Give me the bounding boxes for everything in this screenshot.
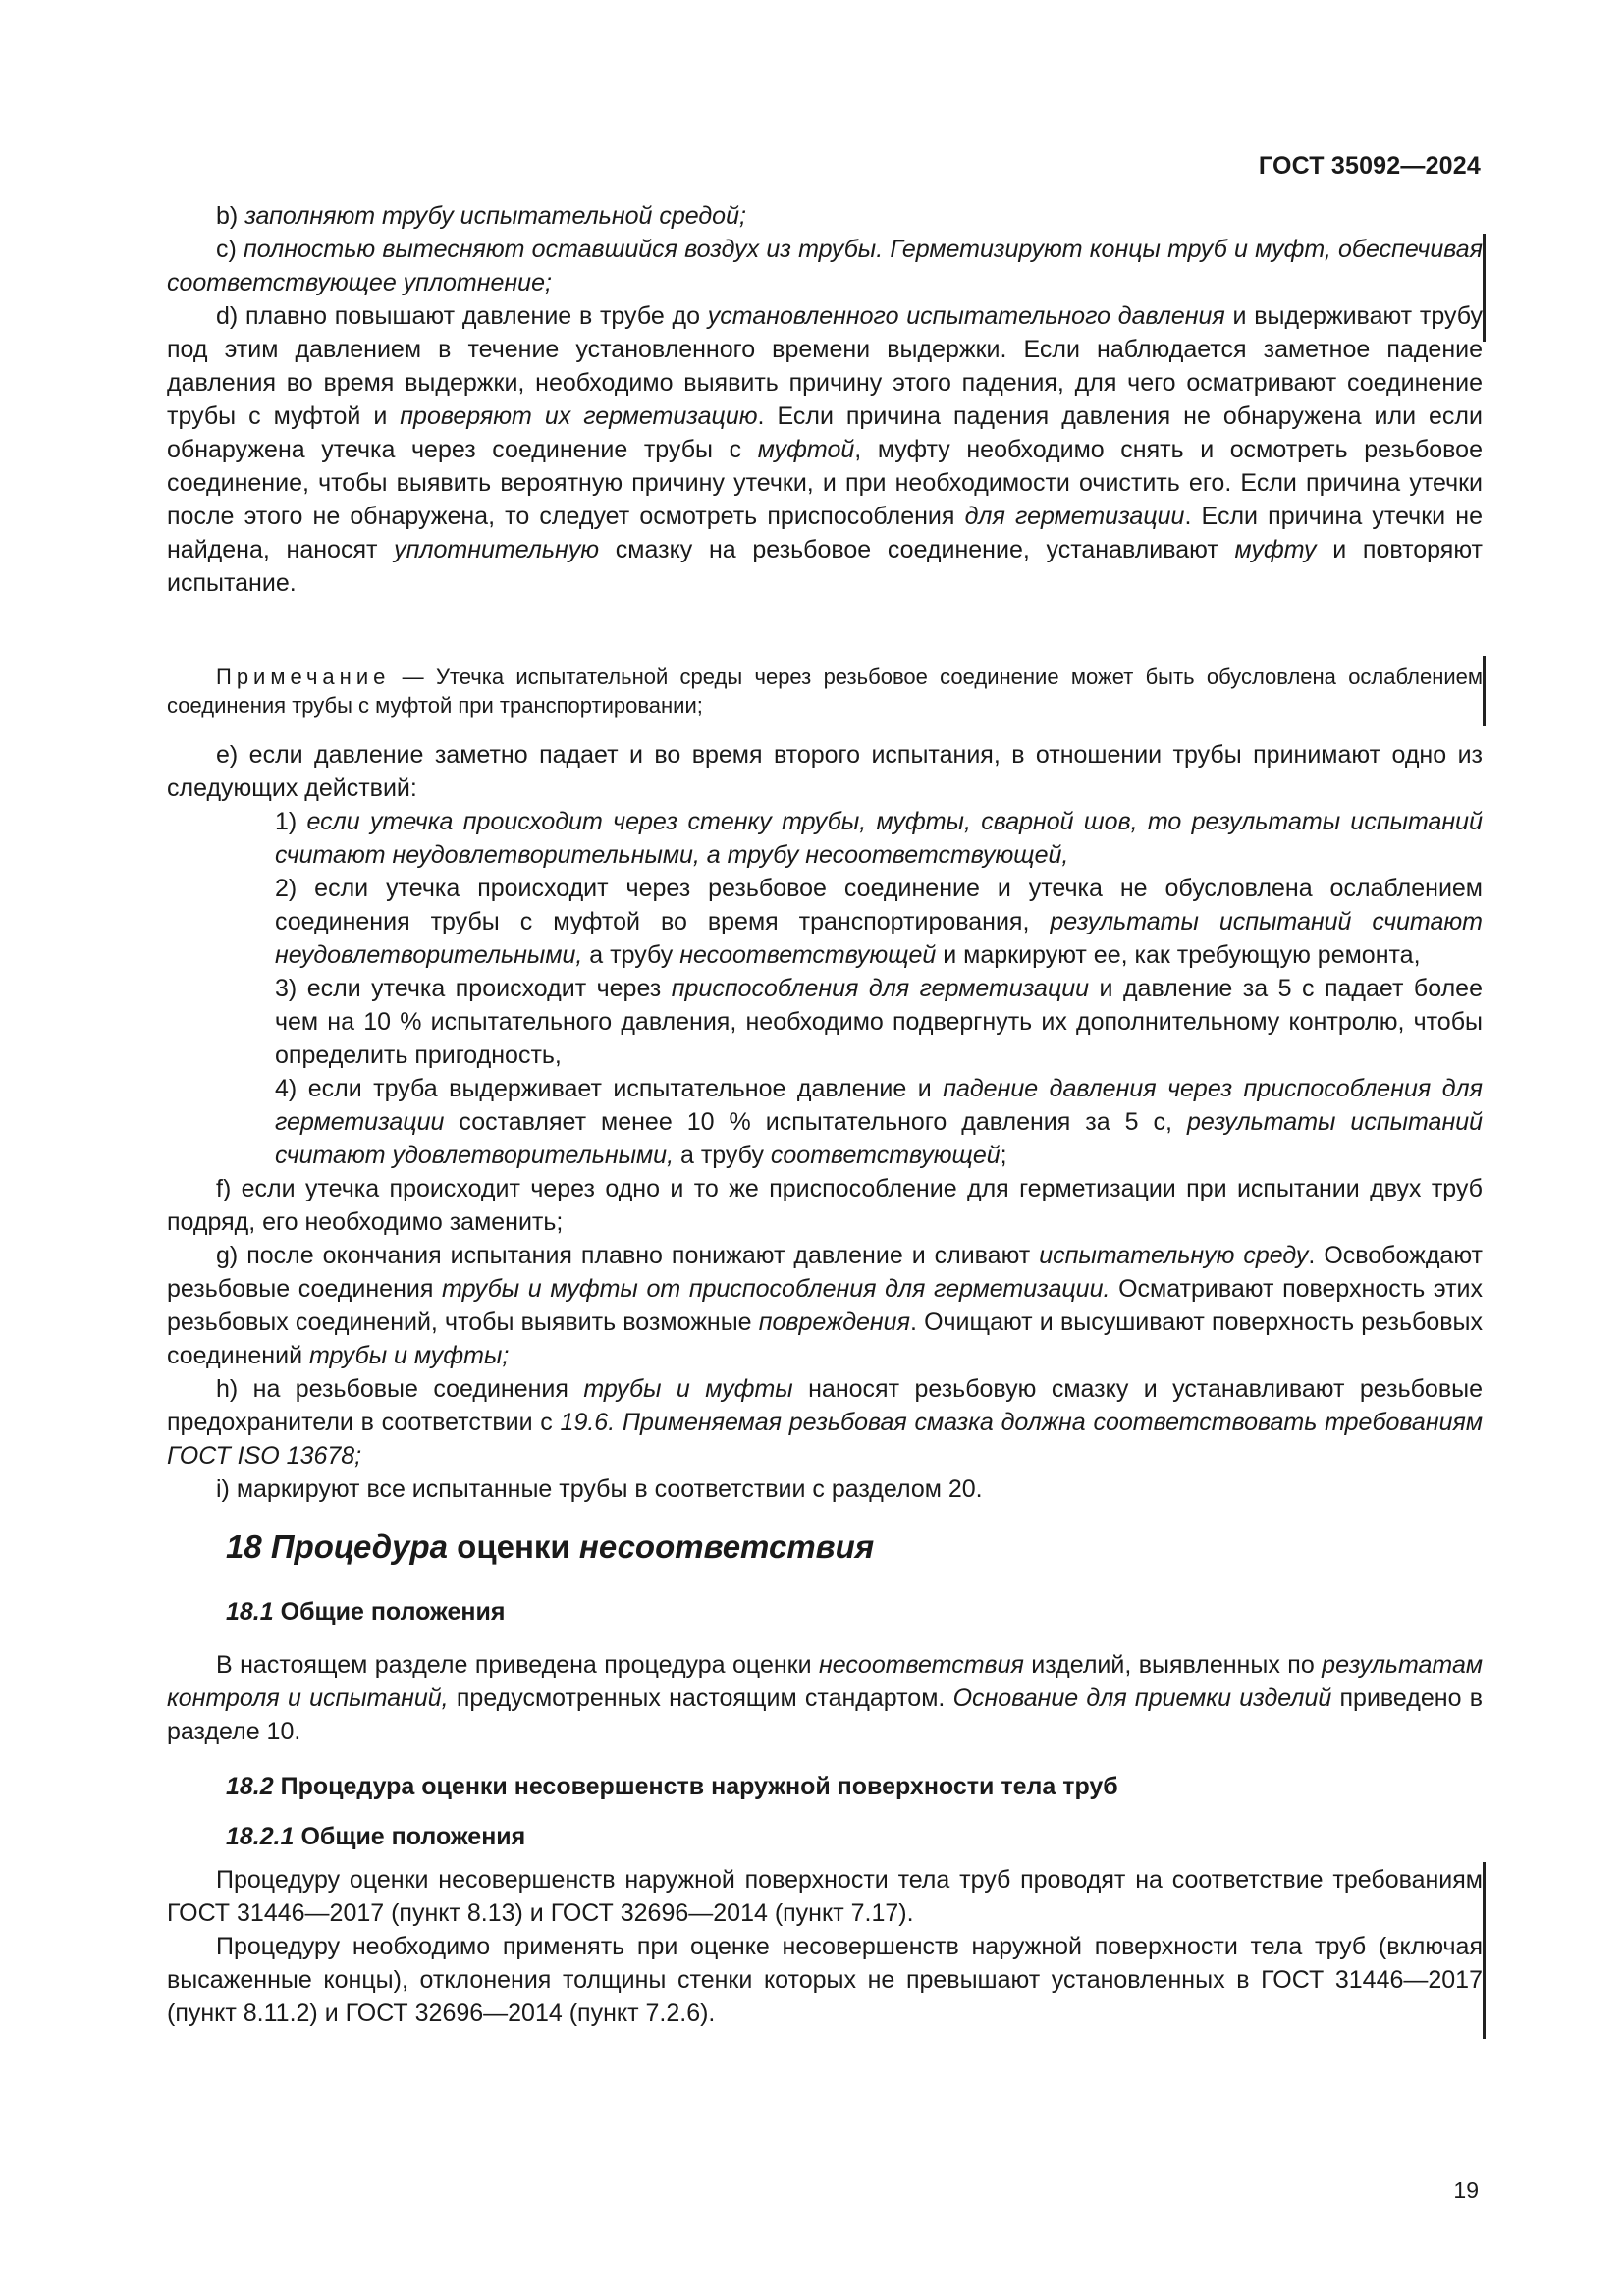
list-item-e2: 2) если утечка происходит через резьбовое соединение и утечка не обусловлена ослаблением соединения трубы с муфтой во время транспортирования, результаты испытаний считают неудовлетворительными, а трубу несоответствующей и маркируют ее, как требующую ремонта, bbox=[275, 875, 1483, 969]
list-item-e4: 4) если труба выдерживает испытательное давление и падение давления через приспособления для герметизации составляет менее 10 % испытательного давления за 5 с, результаты испытаний считают удовлетворительными, а трубу соответствующей; bbox=[275, 1075, 1484, 1169]
list-item-g: g) после окончания испытания плавно понижают давление и сливают испытательную среду. Освобождают резьбовые соединения трубы и муфты от приспособления для герметизации. Осматривают поверхность этих резьбовых соединений, чтобы выявить возможные повреждения. Очищают и высушивают поверхность резьбовых соединений трубы и муфты; bbox=[167, 1242, 1483, 1369]
list-item-e1: 1) если утечка происходит через стенку трубы, муфты, сварной шов, то результаты испытаний считают неудовлетворительными, а трубу несоответствующей, bbox=[275, 808, 1483, 869]
section-18-heading: 18 Процедура оценки несоответствия bbox=[226, 1528, 875, 1565]
note-label: Примечание bbox=[216, 665, 391, 689]
list-item-e3: 3) если утечка происходит через приспособления для герметизации и давление за 5 с падает более чем на 10 % испытательного давления, необходимо подвергнуть их дополнительному контролю, чтобы определить пригодность, bbox=[275, 975, 1483, 1069]
list-item-b: b) заполняют трубу испытательной средой; bbox=[216, 202, 746, 230]
list-item-e: e) если давление заметно падает и во время второго испытания, в отношении трубы принимают одно из следующих действий: bbox=[167, 741, 1483, 802]
subsection-18-2-1-heading: 18.2.1 Общие положения bbox=[226, 1823, 526, 1850]
list-item-d: d) плавно повышают давление в трубе до установленного испытательного давления и выдерживают трубу под этим давлением в течение установленного времени выдержки. Если наблюдается заметное падение давления во время выдержки, необходимо выявить причину этого падения, для чего осматривают соединение трубы с муфтой и проверяют их герметизацию. Если причина падения давления не обнаружена или если обнаружена утечка через соединение трубы с муфтой, муфту необходимо снять и осмотреть резьбовое соединение, чтобы выявить вероятную причину утечки, и при необходимости очистить его. Если причина утечки после этого не обнаружена, то следует осмотреть приспособления для герметизации. Если причина утечки не найдена, наносят уплотнительную смазку на резьбовое соединение, устанавливают муфту и повторяют испытание. bbox=[167, 302, 1483, 597]
subsection-18-1-text: В настоящем разделе приведена процедура оценки несоответствия изделий, выявленных по результатам контроля и испытаний, предусмотренных настоящим стандартом. Основание для приемки изделий приведено в разделе 10. bbox=[167, 1651, 1484, 1745]
change-bar bbox=[1483, 234, 1486, 342]
document-id: ГОСТ 35092—2024 bbox=[1258, 152, 1481, 180]
list-items-b-d bbox=[167, 199, 1483, 600]
list-items-e-i bbox=[167, 738, 1483, 1506]
page-number: 19 bbox=[1453, 2177, 1479, 2203]
change-bar bbox=[1483, 656, 1486, 726]
subsection-18-1-heading: 18.1 Общие положения bbox=[226, 1598, 506, 1626]
note-text: — Утечка испытательной среды через резьбовое соединение может быть обусловлена ослаблением соединения трубы с муфтой при транспортировании; bbox=[167, 665, 1483, 718]
list-item-c: c) полностью вытесняют оставшийся воздух из трубы. Герметизируют концы труб и муфт, обеспечивая соответствующее уплотнение; bbox=[167, 236, 1483, 296]
paragraph: Процедуру необходимо применять при оценке несовершенств наружной поверхности тела труб (включая высаженные концы), отклонения толщины стенки которых не превышают установленных в ГОСТ 31446—2017 (пункт 8.11.2) и ГОСТ 32696—2014 (пункт 7.2.6). bbox=[167, 1933, 1483, 2027]
subsection-18-2-heading: 18.2 Процедура оценки несовершенств наружной поверхности тела труб bbox=[226, 1773, 1118, 1800]
note bbox=[167, 663, 1483, 720]
paragraph: Процедуру оценки несовершенств наружной поверхности тела труб проводят на соответствие требованиям ГОСТ 31446—2017 (пункт 8.13) и ГОСТ 32696—2014 (пункт 7.17). bbox=[167, 1866, 1483, 1927]
list-item-i: i) маркируют все испытанные трубы в соответствии с разделом 20. bbox=[216, 1475, 983, 1503]
list-item-f: f) если утечка происходит через одно и то же приспособление для герметизации при испытании двух труб подряд, его необходимо заменить; bbox=[167, 1175, 1483, 1236]
subsection-18-2-1-text bbox=[167, 1863, 1483, 2030]
list-item-h: h) на резьбовые соединения трубы и муфты наносят резьбовую смазку и устанавливают резьбовые предохранители в соответствии с 19.6. Применяемая резьбовая смазка должна соответствовать требованиям ГОСТ ISO 13678; bbox=[167, 1375, 1483, 1469]
change-bar bbox=[1483, 1862, 1486, 2039]
